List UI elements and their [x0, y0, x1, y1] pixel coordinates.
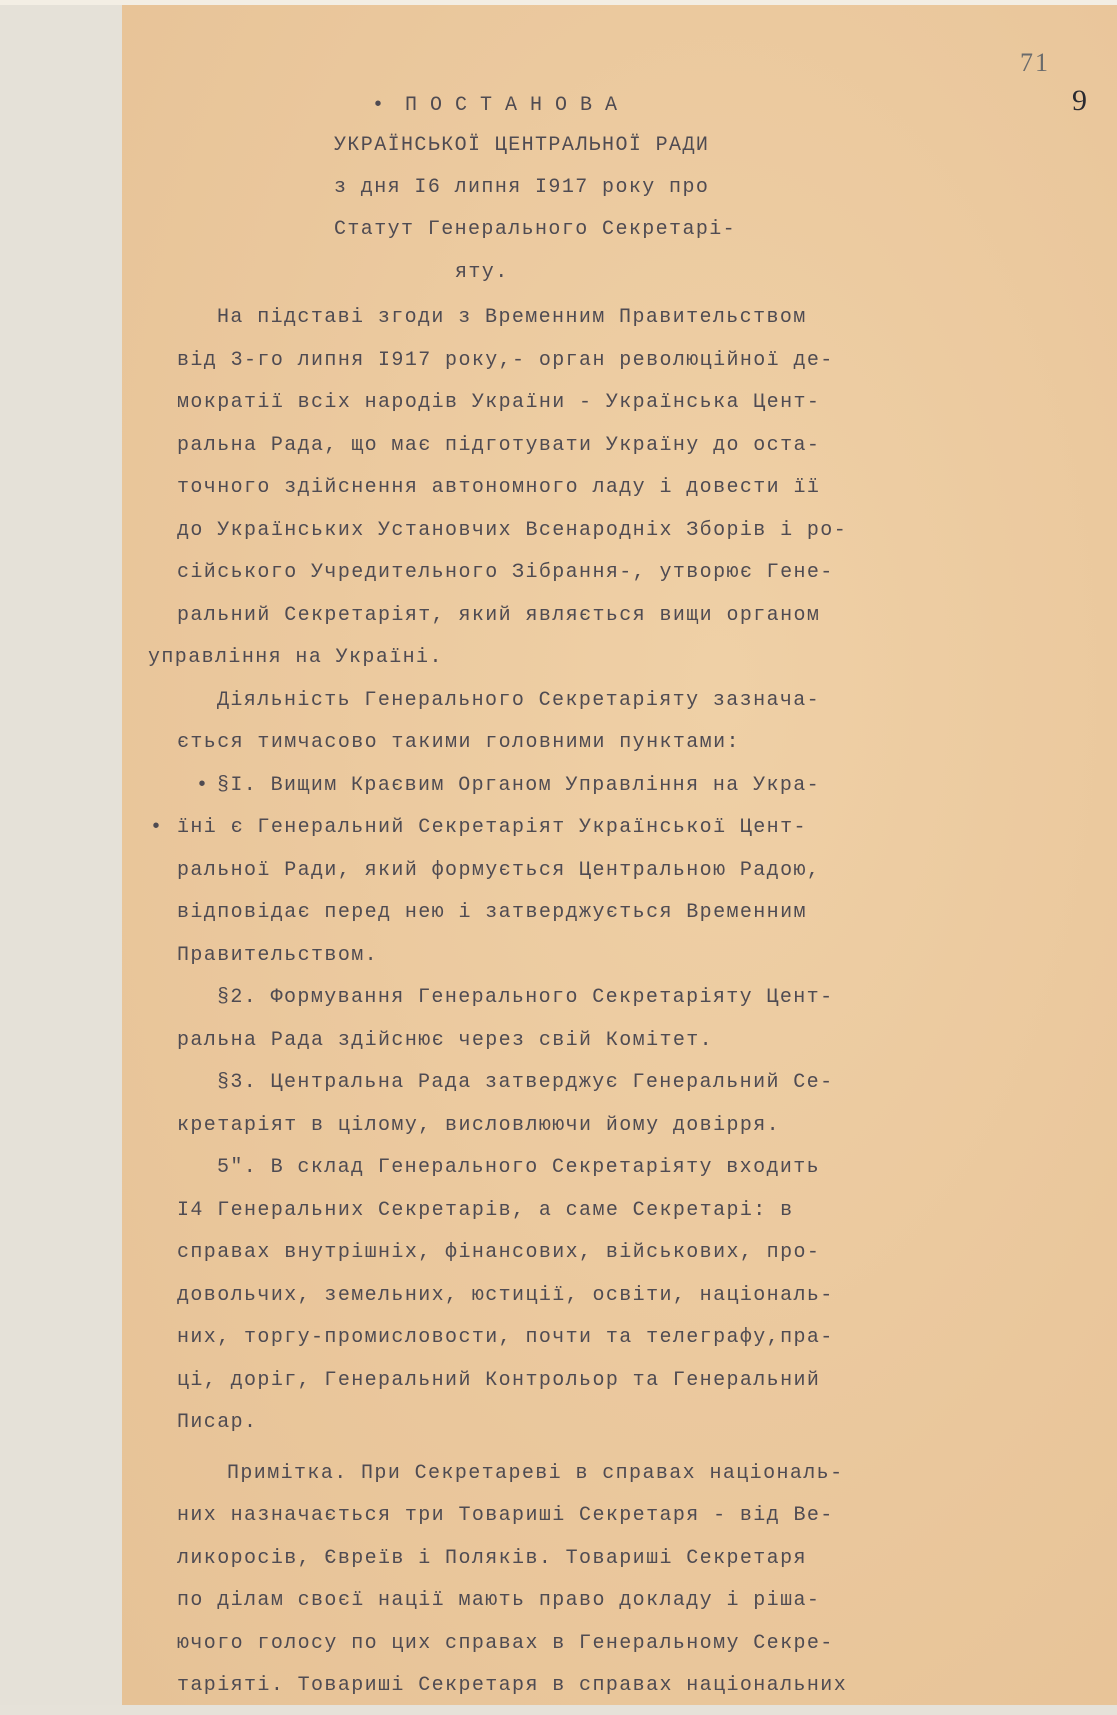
title-line: УКРАЇНСЬКОЇ ЦЕНТРАЛЬНОЇ РАДИ [334, 134, 710, 157]
text-line: Примітка. При Секретареві в справах національ- [227, 1461, 844, 1485]
section-2 [0, 984, 1117, 1069]
text-line: них, торгу-промисловости, почти та телеграфу,пра- [177, 1326, 834, 1349]
text-line: таріяті. Товариші Секретаря в справах національних [177, 1674, 848, 1697]
text-line: Писар. [177, 1411, 258, 1434]
text-span: їні є Генеральний Секретаріят Української Цент- [177, 816, 807, 839]
text-line: мократії всіх народів України - Українська Цент- [177, 391, 821, 414]
text-line: ральна Рада здійснює через свій Комітет. [177, 1028, 714, 1052]
text-line: На підставі згоди з Временним Правительством [217, 306, 807, 329]
margin-dot: • [150, 816, 164, 839]
text-line: ликоросів, Євреїв і Поляків. Товариші Секретаря [177, 1546, 807, 1570]
intro-paragraph [0, 687, 1117, 772]
text-line: §3. Центральна Рада затверджує Генеральний Се- [217, 1071, 834, 1094]
note-paragraph [0, 1460, 1117, 1715]
section-5 [0, 1154, 1117, 1452]
text-line: них назначається три Товариші Секретаря - від Ве- [177, 1504, 834, 1527]
text-line: точного здійснення автономного ладу і довести її [177, 476, 821, 499]
scan-edge [0, 0, 1117, 5]
archive-number: 71 [1020, 48, 1050, 77]
text-line: до Українських Установчих Всенародніх Зборів і ро- [177, 518, 848, 542]
text-line: відповідає перед нею і затверджується Временним [177, 901, 807, 924]
text-line: кретаріят в цілому, висловлюючи йому довірря. [177, 1113, 781, 1137]
text-line: §2. Формування Генерального Секретаріяту Цент- [217, 986, 834, 1009]
text-line: ральної Ради, який формується Центральною Радою, [177, 858, 821, 882]
text-line: по ділам своєї нації мають право докладу і ріша- [177, 1589, 821, 1612]
text-line: Діяльність Генерального Секретаріяту зазнача- [217, 688, 821, 712]
text-line: сійського Учредительного Зібрання-, утворює Гене- [177, 561, 834, 584]
text-line: ральна Рада, що має підготувати Україну до оста- [177, 433, 821, 457]
section-3 [0, 1069, 1117, 1154]
text-line [0, 772, 1117, 815]
title-line: з дня I6 липня I917 року про [334, 176, 710, 199]
text-line: ється тимчасово такими головними пунктами: [177, 731, 740, 754]
text-line: Правительством. [177, 943, 379, 967]
page-number: 9 [1072, 84, 1087, 117]
section-1-heading: §I. Вищим Краєвим Органом Управління на Укра- [217, 773, 821, 797]
title-line: яту. [455, 261, 509, 284]
text-line: ральний Секретаріят, який являється вищи органом [177, 603, 821, 627]
text-line: управління на Україні. [148, 646, 443, 669]
text-line: ючого голосу по цих справах в Генеральному Секре- [177, 1631, 834, 1655]
text-line: від 3-го липня I917 року,- орган революційної де- [177, 348, 834, 372]
document-body [0, 304, 1117, 1715]
margin-dot: • [196, 773, 210, 797]
section-1 [0, 772, 1117, 985]
text-line [0, 814, 1117, 857]
title-bullet: • [372, 94, 386, 117]
preamble-paragraph [0, 304, 1117, 687]
text-line: 5". В склад Генерального Секретаріяту входить [217, 1156, 821, 1179]
text-line: справах внутрішніх, фінансових, військових, про- [177, 1241, 821, 1264]
text-line: I4 Генеральних Секретарів, а саме Секретарі: в [177, 1198, 794, 1222]
title-line: Статут Генерального Секретарі- [334, 218, 737, 241]
text-line: довольчих, земельних, юстиції, освіти, національ- [177, 1283, 834, 1307]
text-line: ці, доріг, Генеральний Контрольор та Генеральний [177, 1368, 821, 1392]
document-title: ПОСТАНОВА [405, 94, 631, 117]
